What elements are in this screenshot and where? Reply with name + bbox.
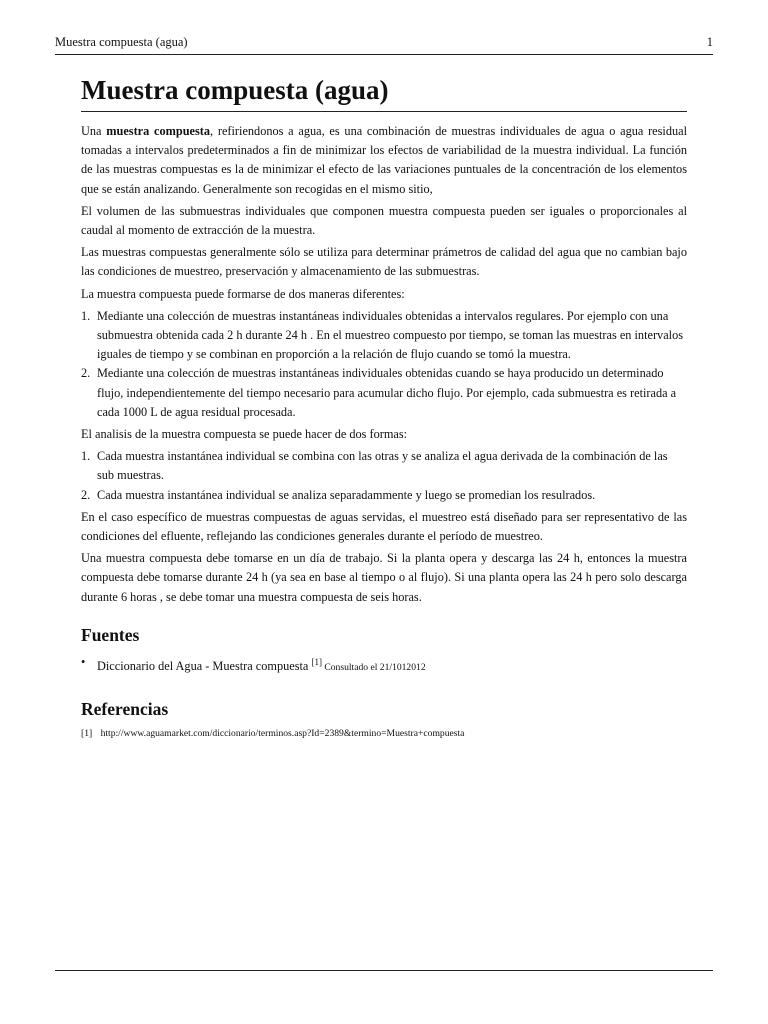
caso-paragraph: En el caso específico de muestras compuestas de aguas servidas, el muestreo está diseñado para ser representativo de las condiciones del efluente, reflejando las condiciones generales durante el período de muestreo. bbox=[81, 509, 687, 544]
dia-paragraph: Una muestra compuesta debe tomarse en un día de trabajo. Si la planta opera y descarga las 24 h, entonces la muestra compuesta debe tomarse durante 24 h (ya sea en base al tiempo o al flujo). Si una planta opera las 24 h pero solo descarga durante 6 horas , se debe tomar una muestra compuesta de seis horas. bbox=[81, 551, 687, 604]
running-title: Muestra compuesta (agua) bbox=[55, 35, 188, 49]
maneras-paragraph: La muestra compuesta puede formarse de dos maneras diferentes: bbox=[81, 286, 405, 301]
list-text: Mediante una colección de muestras instantáneas individuales obtenidas a intervalos regulares. Por ejemplo con una submuestra obtenida cada 2 h durante 24 h . En el muestreo compuesto por tiempo, se toman las muestras en intervalos iguales de tiempo y se combinan en proporción a la relación de flujo cuando se tomó la muestra. bbox=[97, 308, 683, 362]
list-item bbox=[81, 447, 687, 485]
article-body bbox=[81, 72, 687, 741]
reference-item bbox=[81, 727, 687, 741]
intro-rest: , refiriendonos a agua, es una combinación de muestras individuales de agua o agua residual tomadas a intervalos predeterminados a fin de minimizar los efectos de variabilidad de la muestra individual. La función de las muestras compuestas es la de minimizar el efecto de las variaciones puntuales de la concentración de los elementos que se están analizando. Generalmente son recogidas en el mismo sitio, bbox=[81, 124, 688, 196]
referencias-heading: Referencias bbox=[81, 698, 169, 719]
page-title: Muestra compuesta (agua) bbox=[81, 72, 687, 112]
parametros-paragraph: Las muestras compuestas generalmente sólo se utiliza para determinar prámetros de calidad del agua que no cambian bajo las condiciones de muestreo, preservación y almacenamiento de las submuestras. bbox=[81, 245, 687, 279]
formas-paragraph: El analisis de la muestra compuesta se puede hacer de dos formas: bbox=[81, 427, 408, 442]
list-number: 2. bbox=[81, 487, 91, 502]
intro-term: muestra compuesta bbox=[106, 124, 211, 138]
list-text: Cada muestra instantánea individual se combina con las otras y se analiza el agua derivada de la combinación de las sub muestras. bbox=[97, 449, 668, 483]
page-number: 1 bbox=[706, 35, 713, 49]
list-number: 1. bbox=[81, 449, 91, 464]
intro-lead: Una bbox=[81, 124, 107, 138]
list-number: 2. bbox=[81, 366, 91, 381]
list-text: Mediante una colección de muestras instantáneas individuales obtenidas cuando se haya producido un determinado flujo, independientemente del tiempo necesario para acumular dicho flujo. Por ejemplo, cada submuestra es retirada a cada 1000 L de agua residual procesada. bbox=[97, 366, 677, 419]
fuentes-heading: Fuentes bbox=[81, 624, 140, 645]
fuentes-item bbox=[81, 653, 687, 677]
running-header bbox=[55, 35, 713, 50]
fuentes-note: Consultado el 21/1012012 bbox=[321, 661, 426, 673]
reference-number: [1] bbox=[81, 727, 93, 739]
header-divider bbox=[55, 54, 713, 55]
list-item bbox=[81, 307, 687, 365]
intro-paragraph bbox=[81, 122, 687, 199]
list-text: Cada muestra instantánea individual se analiza separadammente y luego se promedian los resulrados. bbox=[97, 487, 596, 502]
volumen-paragraph: El volumen de las submuestras individuales que componen muestra compuesta pueden ser iguales o proporcionales al caudal al momento de extracción de la muestra. bbox=[81, 203, 687, 238]
fuentes-link[interactable]: Diccionario del Agua - Muestra compuesta bbox=[97, 658, 312, 673]
maneras-list bbox=[81, 307, 687, 422]
list-item bbox=[81, 364, 687, 422]
list-number: 1. bbox=[81, 308, 91, 323]
footer-divider bbox=[55, 970, 713, 971]
list-item bbox=[81, 486, 687, 505]
formas-list bbox=[81, 447, 687, 505]
bullet-icon: • bbox=[81, 654, 86, 669]
reference-url-link[interactable]: http://www.aguamarket.com/diccionario/terminos.asp?Id=2389&termino=Muestra+compuesta bbox=[100, 727, 465, 739]
fuentes-ref-link[interactable]: [1] bbox=[311, 656, 322, 667]
